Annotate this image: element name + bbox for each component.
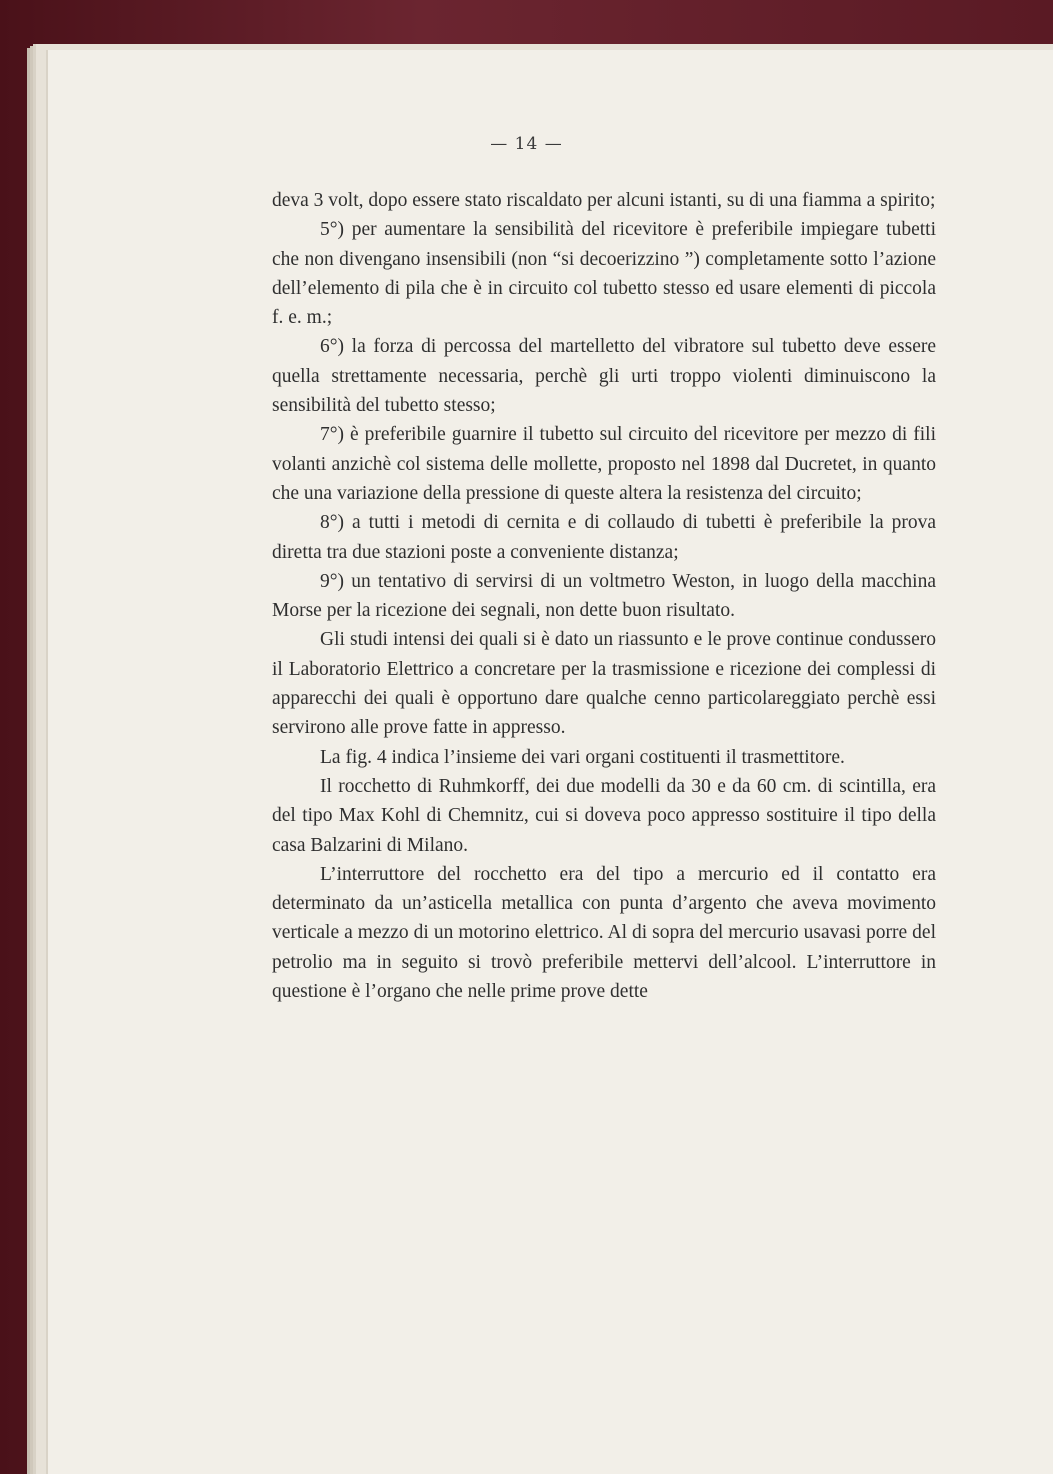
- paragraph: Gli studi intensi dei quali si è dato un riassunto e le prove continue condussero il Laboratorio Elettrico a concretare per la trasmissione e ricezione dei complessi di apparecchi dei quali è opportuno dare qualche cenno particolareggiato perchè essi servirono alle prove fatte in appresso.: [272, 629, 936, 739]
- paragraph: 8°) a tutti i metodi di cernita e di collaudo di tubetti è preferibile la prova diretta tra due stazioni poste a conveniente distanza;: [272, 512, 936, 563]
- paragraph: deva 3 volt, dopo essere stato riscaldato per alcuni istanti, su di una fiamma a spirito;: [272, 190, 936, 211]
- paragraph: 9°) un tentativo di servirsi di un voltmetro Weston, in luogo della macchina Morse per la ricezione dei segnali, non dette buon risultato.: [272, 570, 936, 622]
- paragraph: L’interruttore del rocchetto era del tipo a mercurio ed il contatto era determinato da un’asticella metallica con punta d’argento che aveva movimento verticale a mezzo di un motorino elettrico. Al di sopra del mercurio usavasi porre del petrolio ma in seguito si trovò preferibile mettervi dell’alcool. L’interruttore in questione è l’organo che nelle prime prove dette: [272, 863, 936, 1003]
- page-number: — 14 —: [490, 134, 563, 154]
- body-text: [272, 186, 936, 1006]
- paragraph: 7°) è preferibile guarnire il tubetto sul circuito del ricevitore per mezzo di fili volanti anzichè col sistema delle mollette, proposto nel 1898 dal Ducretet, in quanto che una variazione della pressione di queste altera la resistenza del circuito;: [272, 424, 936, 504]
- paragraph: Il rocchetto di Ruhmkorff, dei due modelli da 30 e da 60 cm. di scintilla, era del tipo Max Kohl di Chemnitz, cui si doveva poco appresso sostituire il tipo della casa Balzarini di Milano.: [272, 775, 936, 856]
- paragraph: La fig. 4 indica l’insieme dei vari organi costituenti il trasmettitore.: [320, 746, 845, 768]
- paragraph: 5°) per aumentare la sensibilità del ricevitore è preferibile impiegare tubetti che non divengano insensibili (non “si decoerizzino ”) completamente sotto l’azione dell’elemento di pila che è in circuito col tubetto stesso ed usare elementi di piccola f. e. m.;: [272, 219, 936, 329]
- paragraph: 6°) la forza di percossa del martelletto del vibratore sul tubetto deve essere quella strettamente necessaria, perchè gli urti troppo violenti diminuiscono la sensibilità del tubetto stesso;: [272, 336, 936, 417]
